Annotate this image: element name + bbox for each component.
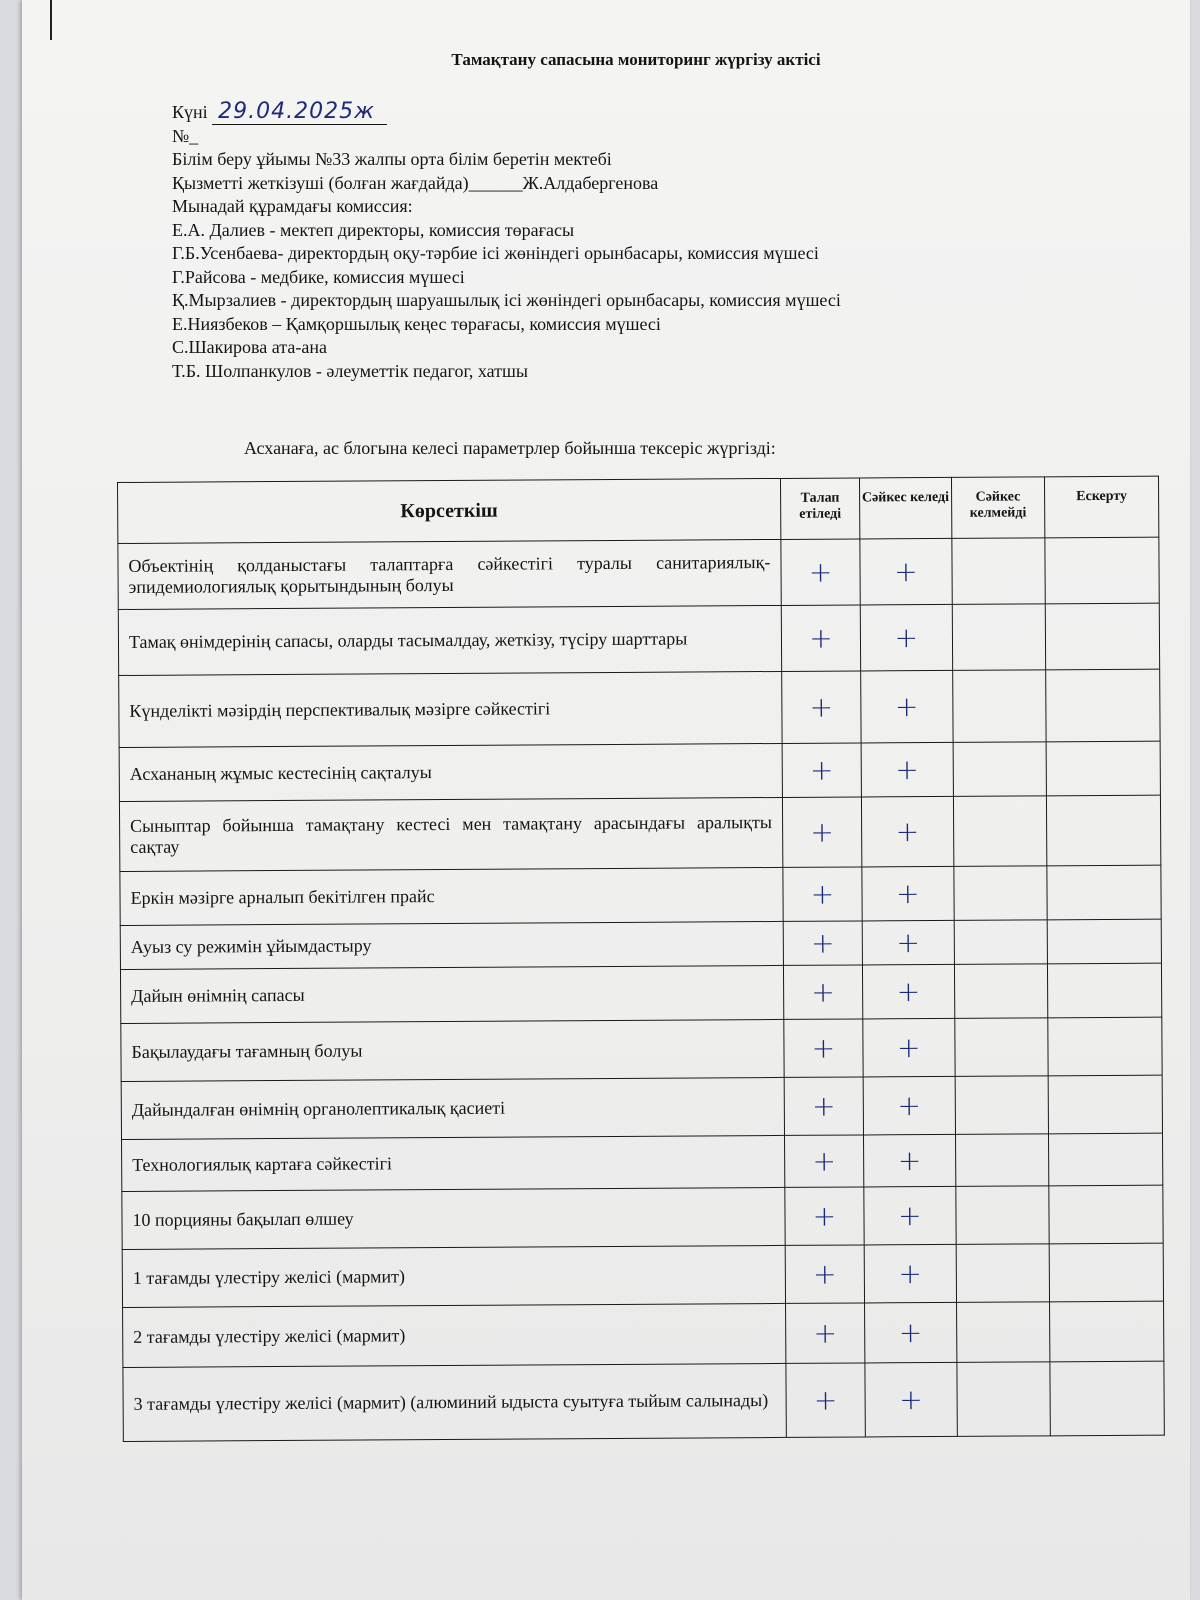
row-noncompliant-mark	[952, 604, 1046, 671]
table-row	[120, 865, 1161, 925]
row-indicator: 3 тағамды үлестіру желісі (мармит) (алюминий ыдыста суытуға тыйым салынады)	[123, 1363, 786, 1441]
number-line: №_	[172, 125, 199, 146]
row-compliant-mark: +	[861, 742, 953, 797]
row-note	[1048, 1017, 1162, 1076]
row-note	[1045, 603, 1159, 670]
row-compliant-mark: +	[861, 670, 953, 743]
row-noncompliant-mark	[952, 670, 1046, 743]
supplier-line: Қызметті жеткізуші (болған жағдайда)______Ж.Алдабергенова	[172, 172, 659, 193]
row-required-mark: +	[783, 965, 863, 1019]
commission-member: Г.Б.Усенбаева- директордың оқу-тәрбие ісі жөніндегі орынбасары, комиссия мүшесі	[172, 243, 819, 263]
row-required-mark: +	[784, 1019, 864, 1077]
row-indicator: Бақылаудағы тағамның болуы	[121, 1019, 784, 1081]
row-note	[1047, 795, 1161, 866]
table-row	[122, 1243, 1163, 1307]
commission-member: Қ.Мырзалиев - директордың шаруашылық ісі жөніндегі орынбасары, комиссия мүшесі	[172, 290, 841, 310]
inspection-intro: Асханаға, ас блогына келесі параметрлер бойынша тексеріс жүргізді:	[244, 438, 776, 458]
row-noncompliant-mark	[953, 866, 1047, 921]
row-note	[1045, 537, 1159, 604]
row-compliant-mark: +	[862, 920, 954, 965]
table-row	[118, 603, 1159, 675]
table-row	[118, 537, 1159, 609]
row-required-mark: +	[783, 921, 863, 965]
row-compliant-mark: +	[864, 1186, 956, 1245]
row-compliant-mark: +	[860, 604, 952, 671]
row-noncompliant-mark	[956, 1302, 1050, 1363]
table-row	[122, 1133, 1163, 1191]
row-noncompliant-mark	[955, 1186, 1049, 1245]
commission-members	[172, 219, 841, 384]
row-required-mark: +	[784, 1077, 864, 1135]
table-row	[121, 1017, 1162, 1081]
row-note	[1049, 1243, 1163, 1302]
table-row	[123, 1301, 1164, 1367]
row-note	[1047, 919, 1161, 964]
commission-member: Е.А. Далиев - мектеп директоры, комиссия төрағасы	[172, 219, 575, 240]
row-noncompliant-mark	[955, 1076, 1049, 1135]
table-row	[119, 741, 1160, 801]
row-indicator: Дайындалған өнімнің органолептикалық қасиеті	[121, 1077, 784, 1139]
row-indicator: Дайын өнімнің сапасы	[120, 965, 783, 1023]
row-indicator: Технологиялық картаға сәйкестігі	[122, 1135, 785, 1191]
row-required-mark: +	[784, 1135, 864, 1187]
row-indicator: Ауыз су режимін ұйымдастыру	[120, 921, 783, 969]
row-note	[1046, 741, 1160, 796]
row-indicator: Күнделікті мәзірдің перспективалық мәзірге сәйкестігі	[119, 671, 782, 747]
document-sheet	[22, 0, 1190, 1600]
header-required: Талап етіледі	[780, 478, 860, 539]
document-title: Тамақтану сапасына мониторинг жүргізу актісі	[451, 50, 821, 69]
row-required-mark: +	[783, 867, 863, 921]
table-row	[121, 1075, 1162, 1139]
row-note	[1048, 963, 1162, 1018]
table-body	[118, 537, 1164, 1441]
row-required-mark: +	[782, 797, 862, 867]
row-required-mark: +	[781, 539, 861, 605]
row-compliant-mark: +	[864, 1134, 956, 1187]
row-noncompliant-mark	[954, 920, 1048, 965]
row-compliant-mark: +	[865, 1362, 957, 1437]
row-indicator: Асхананың жұмыс кестесінің сақталуы	[119, 743, 782, 801]
row-required-mark: +	[785, 1303, 865, 1363]
row-note	[1046, 669, 1160, 742]
row-indicator: 2 тағамды үлестіру желісі (мармит)	[123, 1303, 786, 1367]
table-header-row	[118, 476, 1159, 543]
row-noncompliant-mark	[953, 742, 1047, 797]
row-required-mark: +	[782, 743, 862, 797]
row-note	[1049, 1133, 1163, 1186]
row-indicator: Еркін мәзірге арналып бекітілген прайс	[120, 867, 783, 925]
row-indicator: Объектінің қолданыстағы талаптарға сәйкестігі туралы санитариялық-эпидемиологиялық қорытындының болуы	[118, 539, 781, 609]
row-indicator: 10 порцияны бақылап өлшеу	[122, 1187, 785, 1249]
row-noncompliant-mark	[953, 796, 1047, 867]
row-required-mark: +	[785, 1187, 865, 1245]
table-row	[123, 1361, 1164, 1441]
row-note	[1048, 1075, 1162, 1134]
row-compliant-mark: +	[864, 1244, 956, 1303]
row-note	[1050, 1301, 1164, 1362]
row-compliant-mark: +	[862, 866, 954, 921]
commission-intro: Мынадай құрамдағы комиссия:	[172, 196, 413, 216]
page-edge-mark	[50, 0, 52, 40]
row-note	[1050, 1361, 1164, 1436]
row-noncompliant-mark	[954, 964, 1048, 1019]
row-noncompliant-mark	[951, 538, 1045, 605]
row-compliant-mark: +	[862, 796, 954, 867]
document-header	[172, 100, 841, 383]
inspection-table	[117, 476, 1165, 1442]
row-required-mark: +	[785, 1245, 865, 1303]
row-noncompliant-mark	[956, 1244, 1050, 1303]
row-indicator: Сыныптар бойынша тамақтану кестесі мен тамақтану арасындағы аралықты сақтау	[119, 797, 782, 871]
row-compliant-mark: +	[863, 1018, 955, 1077]
table-row	[122, 1185, 1163, 1249]
header-noncompliant: Сәйкес келмейді	[951, 477, 1045, 539]
table-row	[120, 963, 1161, 1023]
row-compliant-mark: +	[863, 964, 955, 1019]
organization-line: Білім беру ұйымы №33 жалпы орта білім беретін мектебі	[172, 149, 612, 169]
row-compliant-mark: +	[860, 538, 952, 605]
commission-member: Г.Райсова - медбике, комиссия мүшесі	[172, 266, 465, 287]
row-compliant-mark: +	[865, 1302, 957, 1363]
date-line	[172, 100, 841, 125]
date-label: Күні	[172, 102, 208, 122]
row-noncompliant-mark	[955, 1134, 1049, 1187]
row-noncompliant-mark	[954, 1018, 1048, 1077]
table-row	[119, 669, 1160, 747]
commission-member: С.Шакирова ата-ана	[172, 337, 327, 357]
table-row	[119, 795, 1160, 871]
header-compliant: Сәйкес келеді	[860, 477, 952, 539]
row-indicator: 1 тағамды үлестіру желісі (мармит)	[122, 1245, 785, 1307]
commission-member: Е.Ниязбеков – Қамқоршылық кеңес төрағасы, комиссия мүшесі	[172, 313, 661, 334]
header-indicator: Көрсеткіш	[118, 478, 781, 543]
row-required-mark: +	[781, 605, 861, 671]
row-required-mark: +	[786, 1363, 866, 1437]
date-value: 29.04.2025ж	[212, 99, 387, 125]
header-note: Ескерту	[1045, 476, 1159, 538]
row-noncompliant-mark	[956, 1362, 1050, 1437]
commission-member: Т.Б. Шолпанкулов - әлеуметтік педагог, хатшы	[172, 360, 528, 381]
row-note	[1049, 1185, 1163, 1244]
row-required-mark: +	[781, 671, 861, 743]
table-row	[120, 919, 1161, 969]
row-compliant-mark: +	[863, 1076, 955, 1135]
row-note	[1047, 865, 1161, 920]
row-indicator: Тамақ өнімдерінің сапасы, оларды тасымалдау, жеткізу, түсіру шарттары	[118, 605, 781, 675]
